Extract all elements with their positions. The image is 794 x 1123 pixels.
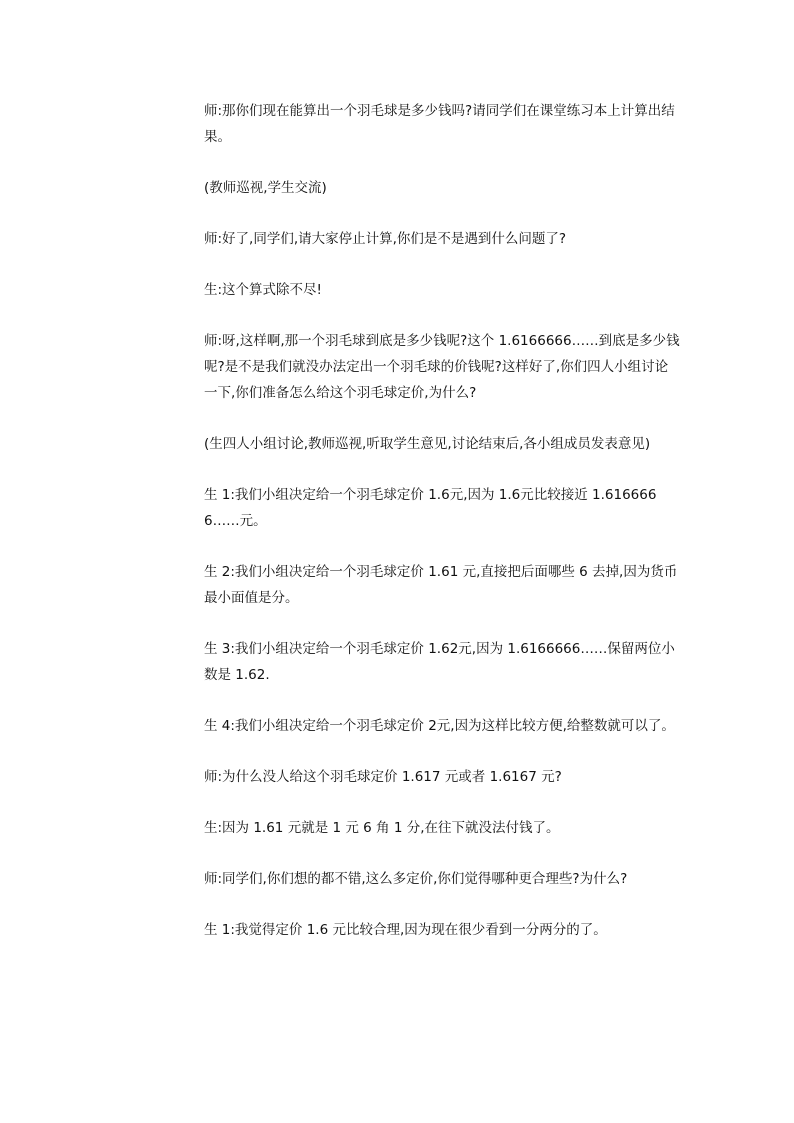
paragraph-student-1: 生 1:我们小组决定给一个羽毛球定价 1.6元,因为 1.6元比较接近 1.6166666……元。 (204, 487, 657, 529)
paragraph-teacher-why: 师:为什么没人给这个羽毛球定价 1.617 元或者 1.6167 元? (204, 769, 562, 785)
paragraph-group-discussion: (生四人小组讨论,教师巡视,听取学生意见,讨论结束后,各小组成员发表意见) (204, 436, 651, 452)
paragraph-teacher-question: 师:那你们现在能算出一个羽毛球是多少钱吗?请同学们在课堂练习本上计算出结果。 (204, 103, 675, 145)
paragraph-student-reply: 生:这个算式除不尽! (204, 282, 322, 298)
document-body (204, 98, 680, 968)
paragraph-student-3: 生 3:我们小组决定给一个羽毛球定价 1.62元,因为 1.6166666……保留两位小数是 1.62. (204, 641, 675, 683)
paragraph-stage-direction: (教师巡视,学生交流) (204, 180, 327, 196)
paragraph-student-explain: 生:因为 1.61 元就是 1 元 6 角 1 分,在往下就没法付钱了。 (204, 820, 560, 836)
paragraph-teacher-discussion: 师:呀,这样啊,那一个羽毛球到底是多少钱呢?这个 1.6166666……到底是多少钱呢?是不是我们就没办法定出一个羽毛球的价钱呢?这样好了,你们四人小组讨论一下,你们准备怎么给这个羽毛球定价,为什么? (204, 333, 680, 401)
paragraph-student-2: 生 2:我们小组决定给一个羽毛球定价 1.61 元,直接把后面哪些 6 去掉,因为货币最小面值是分。 (204, 564, 678, 606)
paragraph-teacher-compare: 师:同学们,你们想的都不错,这么多定价,你们觉得哪种更合理些?为什么? (204, 871, 628, 887)
paragraph-student-1-reason: 生 1:我觉得定价 1.6 元比较合理,因为现在很少看到一分两分的了。 (204, 922, 607, 938)
paragraph-teacher-stop: 师:好了,同学们,请大家停止计算,你们是不是遇到什么问题了? (204, 231, 567, 247)
paragraph-student-4: 生 4:我们小组决定给一个羽毛球定价 2元,因为这样比较方便,给整数就可以了。 (204, 718, 675, 734)
